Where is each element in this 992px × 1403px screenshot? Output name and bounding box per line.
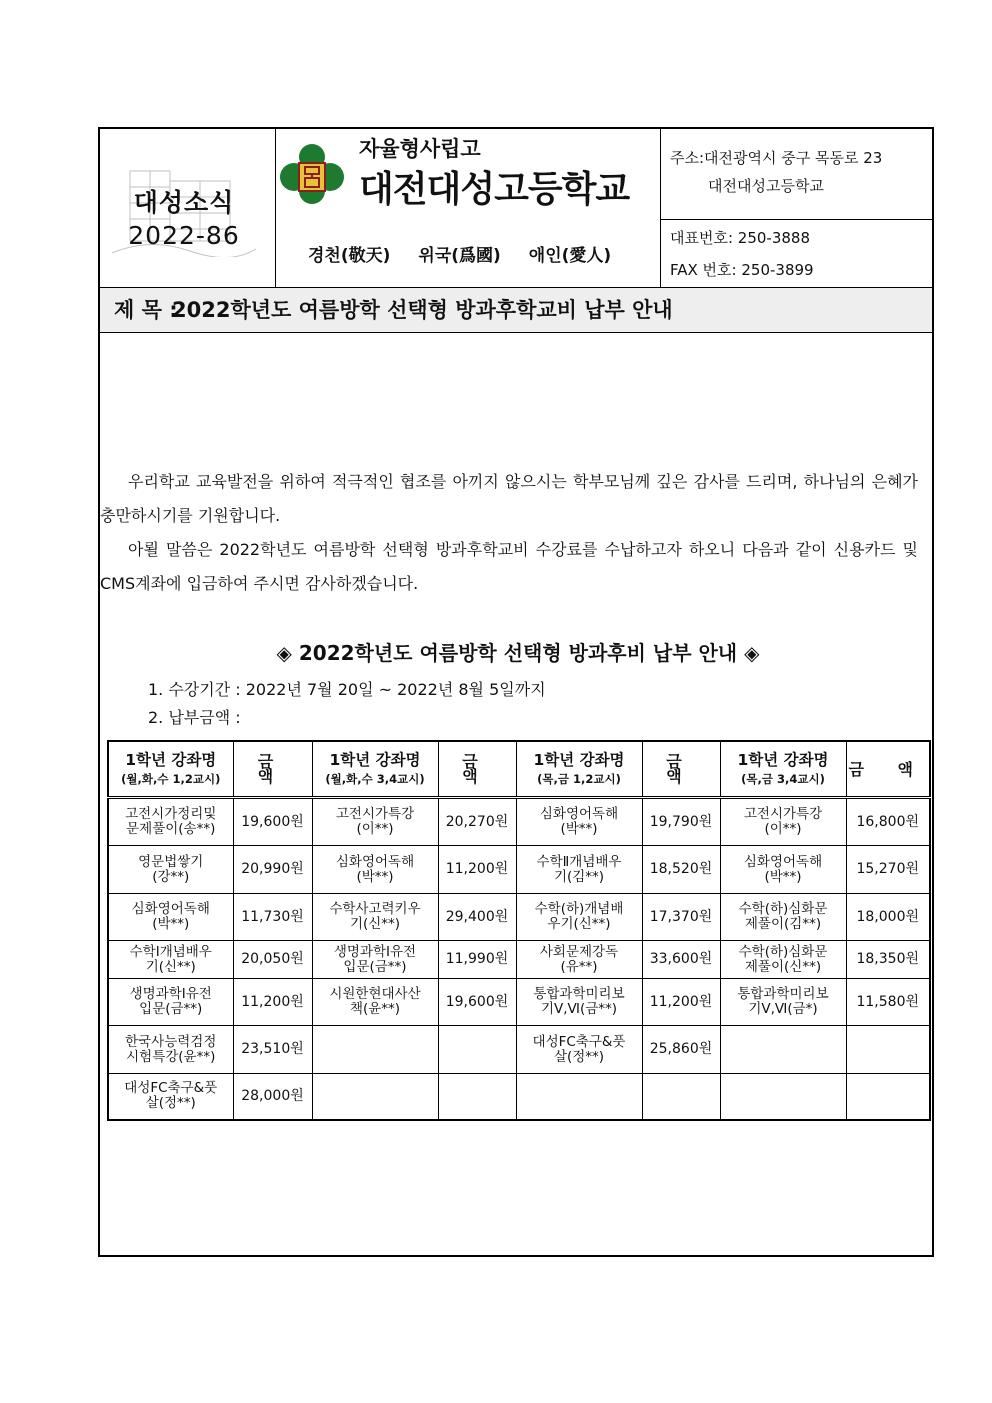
course-name-cell: 고전시가정리및 문제풀이(송**)	[108, 798, 233, 846]
amount-cell: 25,860원	[642, 1026, 720, 1074]
address-line: 대전대성고등학교	[708, 177, 824, 195]
table-header-row	[108, 741, 930, 798]
subject-bar	[100, 288, 932, 333]
school-motto	[308, 241, 639, 266]
school-name: 대전대성고등학교	[359, 169, 630, 210]
subject-label: 제 목 :	[114, 298, 178, 322]
fee-table	[107, 740, 931, 1121]
request-paragraph: 아뢸 말씀은 2022학년도 여름방학 선택형 방과후학교비 수강료를 수납하고자 하오니 다음과 같이 신용카드 및 CMS계좌에 입금하여 주시면 감사하겠습니다.	[100, 540, 918, 593]
table-row	[108, 846, 930, 894]
course-name-cell: 심화영어독해 (박**)	[720, 846, 846, 894]
fax-number: FAX 번호: 250-3899	[670, 261, 814, 279]
table-row	[108, 894, 930, 941]
amount-cell	[438, 1026, 516, 1074]
phone-number: 대표번호: 250-3888	[670, 229, 810, 247]
amount-cell	[846, 1074, 930, 1120]
newsletter-badge	[110, 167, 258, 257]
table-row	[108, 979, 930, 1026]
course-name-cell	[720, 1074, 846, 1120]
letterhead	[100, 129, 932, 288]
column-header: 1학년 강좌명 (월,화,수 3,4교시)	[312, 741, 438, 798]
course-name-cell: 수학(하)개념배 우기(신**)	[516, 894, 642, 941]
column-header: 1학년 강좌명 (목,금 1,2교시)	[516, 741, 642, 798]
amount-cell: 19,600원	[438, 979, 516, 1026]
column-header: 금 액	[846, 741, 930, 798]
amount-cell: 18,350원	[846, 941, 930, 979]
column-header: 금 액	[642, 741, 720, 798]
amount-cell: 11,200원	[233, 979, 312, 1026]
subject-text: 2022학년도 여름방학 선택형 방과후학교비 납부 안내	[172, 298, 673, 322]
course-name-cell: 시원한현대사산 책(윤**)	[312, 979, 438, 1026]
contact-cell	[660, 129, 932, 287]
course-name-cell: 한국사능력검정 시험특강(윤**)	[108, 1026, 233, 1074]
amount-cell	[438, 1074, 516, 1120]
course-name-cell: 심화영어독해 (박**)	[312, 846, 438, 894]
amount-cell: 11,200원	[642, 979, 720, 1026]
amount-cell: 19,600원	[233, 798, 312, 846]
course-name-cell	[720, 1026, 846, 1074]
course-name-cell: 대성FC축구&풋 살(정**)	[108, 1074, 233, 1120]
address-block	[660, 129, 932, 220]
payment-amount-label: 2. 납부금액 :	[148, 708, 241, 727]
column-header: 금 액	[233, 741, 312, 798]
amount-cell: 16,800원	[846, 798, 930, 846]
document-frame	[98, 127, 934, 1257]
amount-cell: 20,270원	[438, 798, 516, 846]
amount-cell: 19,790원	[642, 798, 720, 846]
fee-table-body	[108, 798, 930, 1120]
school-type: 자율형사립고	[359, 137, 481, 161]
course-period: 1. 수강기간 : 2022년 7월 20일 ~ 2022년 8월 5일까지	[148, 680, 546, 699]
course-name-cell: 수학(하)심화문 제풀이(신**)	[720, 941, 846, 979]
course-name-cell: 생명과학Ⅰ유전 입문(금**)	[312, 941, 438, 979]
course-name-cell: 수학Ⅰ개념배우 기(신**)	[108, 941, 233, 979]
amount-cell: 23,510원	[233, 1026, 312, 1074]
amount-cell	[642, 1074, 720, 1120]
amount-cell: 11,580원	[846, 979, 930, 1026]
section-title: ◈ 2022학년도 여름방학 선택형 방과후비 납부 안내 ◈	[276, 641, 760, 665]
course-name-cell: 수학Ⅱ개념배우 기(김**)	[516, 846, 642, 894]
course-name-cell: 대성FC축구&풋 살(정**)	[516, 1026, 642, 1074]
course-name-cell: 수학(하)심화문 제풀이(김**)	[720, 894, 846, 941]
course-name-cell: 생명과학Ⅰ유전 입문(금**)	[108, 979, 233, 1026]
amount-cell: 29,400원	[438, 894, 516, 941]
amount-cell: 11,200원	[438, 846, 516, 894]
course-name-cell	[312, 1074, 438, 1120]
column-header: 1학년 강좌명 (월,화,수 1,2교시)	[108, 741, 233, 798]
course-name-cell: 통합과학미리보 기Ⅴ,Ⅵ(금**)	[516, 979, 642, 1026]
course-name-cell: 심화영어독해 (박**)	[516, 798, 642, 846]
column-header: 1학년 강좌명 (목,금 3,4교시)	[720, 741, 846, 798]
amount-cell: 15,270원	[846, 846, 930, 894]
newsletter-cell	[100, 129, 276, 287]
amount-cell: 18,000원	[846, 894, 930, 941]
amount-cell: 20,050원	[233, 941, 312, 979]
table-row	[108, 941, 930, 979]
table-row	[108, 1026, 930, 1074]
amount-cell: 17,370원	[642, 894, 720, 941]
motto-item: 경천(敬天)	[308, 246, 391, 266]
amount-cell: 11,730원	[233, 894, 312, 941]
amount-cell: 18,520원	[642, 846, 720, 894]
column-header: 금 액	[438, 741, 516, 798]
course-name-cell: 심화영어독해 (박**)	[108, 894, 233, 941]
school-emblem-icon	[279, 143, 345, 209]
amount-cell	[846, 1026, 930, 1074]
motto-item: 위국(爲國)	[418, 246, 501, 266]
course-name-cell: 고전시가특강 (이**)	[312, 798, 438, 846]
school-identity-cell	[275, 129, 661, 287]
course-name-cell	[312, 1026, 438, 1074]
address-line: 주소:대전광역시 중구 목동로 23	[670, 149, 883, 167]
table-row	[108, 798, 930, 846]
course-name-cell: 고전시가특강 (이**)	[720, 798, 846, 846]
course-name-cell: 통합과학미리보 기Ⅴ,Ⅵ(금*)	[720, 979, 846, 1026]
newsletter-title: 대성소식	[133, 188, 235, 217]
course-name-cell: 사회문제강독 (유**)	[516, 941, 642, 979]
course-name-cell: 영문법쌓기 (강**)	[108, 846, 233, 894]
newsletter-number: 2022-86	[128, 221, 240, 250]
course-name-cell: 수학사고력키우 기(신**)	[312, 894, 438, 941]
amount-cell: 28,000원	[233, 1074, 312, 1120]
motto-item: 애인(愛人)	[528, 246, 612, 266]
course-name-cell	[516, 1074, 642, 1120]
amount-cell: 11,990원	[438, 941, 516, 979]
amount-cell: 20,990원	[233, 846, 312, 894]
greeting-paragraph: 우리학교 교육발전을 위하여 적극적인 협조를 아끼지 않으시는 학부모님께 깊은 감사를 드리며, 하나님의 은혜가 충만하시기를 기원합니다.	[100, 472, 918, 525]
table-row	[108, 1074, 930, 1120]
amount-cell: 33,600원	[642, 941, 720, 979]
